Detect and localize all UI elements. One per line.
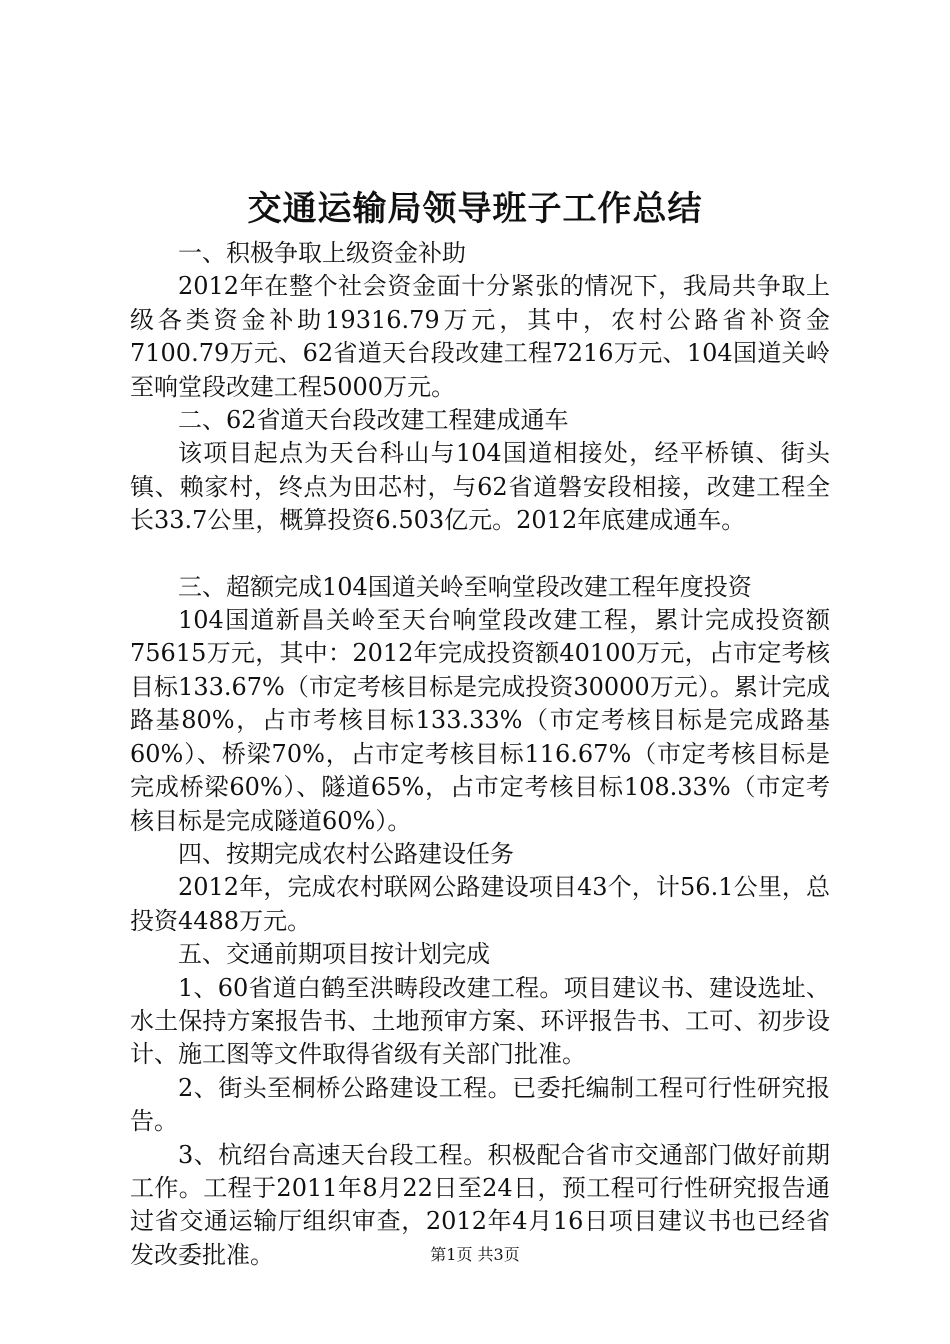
section-heading-4: 四、按期完成农村公路建设任务 <box>178 839 514 868</box>
paragraph: 2012年在整个社会资金面十分紧张的情况下，我局共争取上级各类资金补助19316.79万元，其中，农村公路省补资金7100.79万元、62省道天台段改建工程7216万元、104国道关岭至响堂段改建工程5000万元。 <box>130 272 830 401</box>
document-title: 交通运输局领导班子工作总结 <box>247 189 703 229</box>
paragraph: 2012年，完成农村联网公路建设项目43个，计56.1公里，总投资4488万元。 <box>130 873 830 935</box>
section-heading-3: 三、超额完成104国道关岭至响堂段改建工程年度投资 <box>178 572 752 601</box>
section-heading-2: 二、62省道天台段改建工程建成通车 <box>178 406 569 435</box>
document-body <box>130 237 830 1272</box>
blank-line <box>130 538 830 571</box>
section-heading-5: 五、交通前期项目按计划完成 <box>178 940 490 969</box>
paragraph: 2、街头至桐桥公路建设工程。已委托编制工程可行性研究报告。 <box>130 1073 830 1136</box>
paragraph: 104国道新昌关岭至天台响堂段改建工程，累计完成投资额75615万元，其中：2012年完成投资额40100万元，占市定考核目标133.67%（市定考核目标是完成投资30000万元）。累计完成路基80%，占市考核目标133.33%（市定考核目标是完成路基60%）、桥梁70%，占市定考核目标116.67%（市定考核目标是完成桥梁60%）、隧道65%，占市定考核目标108.33%（市定考核目标是完成隧道60%）。 <box>130 606 830 835</box>
paragraph: 该项目起点为天台科山与104国道相接处，经平桥镇、街头镇、赖家村，终点为田芯村，与62省道磐安段相接，改建工程全长33.7公里，概算投资6.503亿元。2012年底建成通车。 <box>130 439 830 535</box>
page-number-footer: 第1页 共3页 <box>430 1245 520 1264</box>
section-heading-1: 一、积极争取上级资金补助 <box>178 239 466 267</box>
paragraph: 1、60省道白鹤至洪畴段改建工程。项目建议书、建设选址、水土保持方案报告书、土地预审方案、环评报告书、工可、初步设计、施工图等文件取得省级有关部门批准。 <box>130 973 830 1069</box>
paragraph: 3、杭绍台高速天台段工程。积极配合省市交通部门做好前期工作。工程于2011年8月22日至24日，预工程可行性研究报告通过省交通运输厅组织审查，2012年4月16日项目建议书也已经省发改委批准。 <box>130 1140 830 1269</box>
